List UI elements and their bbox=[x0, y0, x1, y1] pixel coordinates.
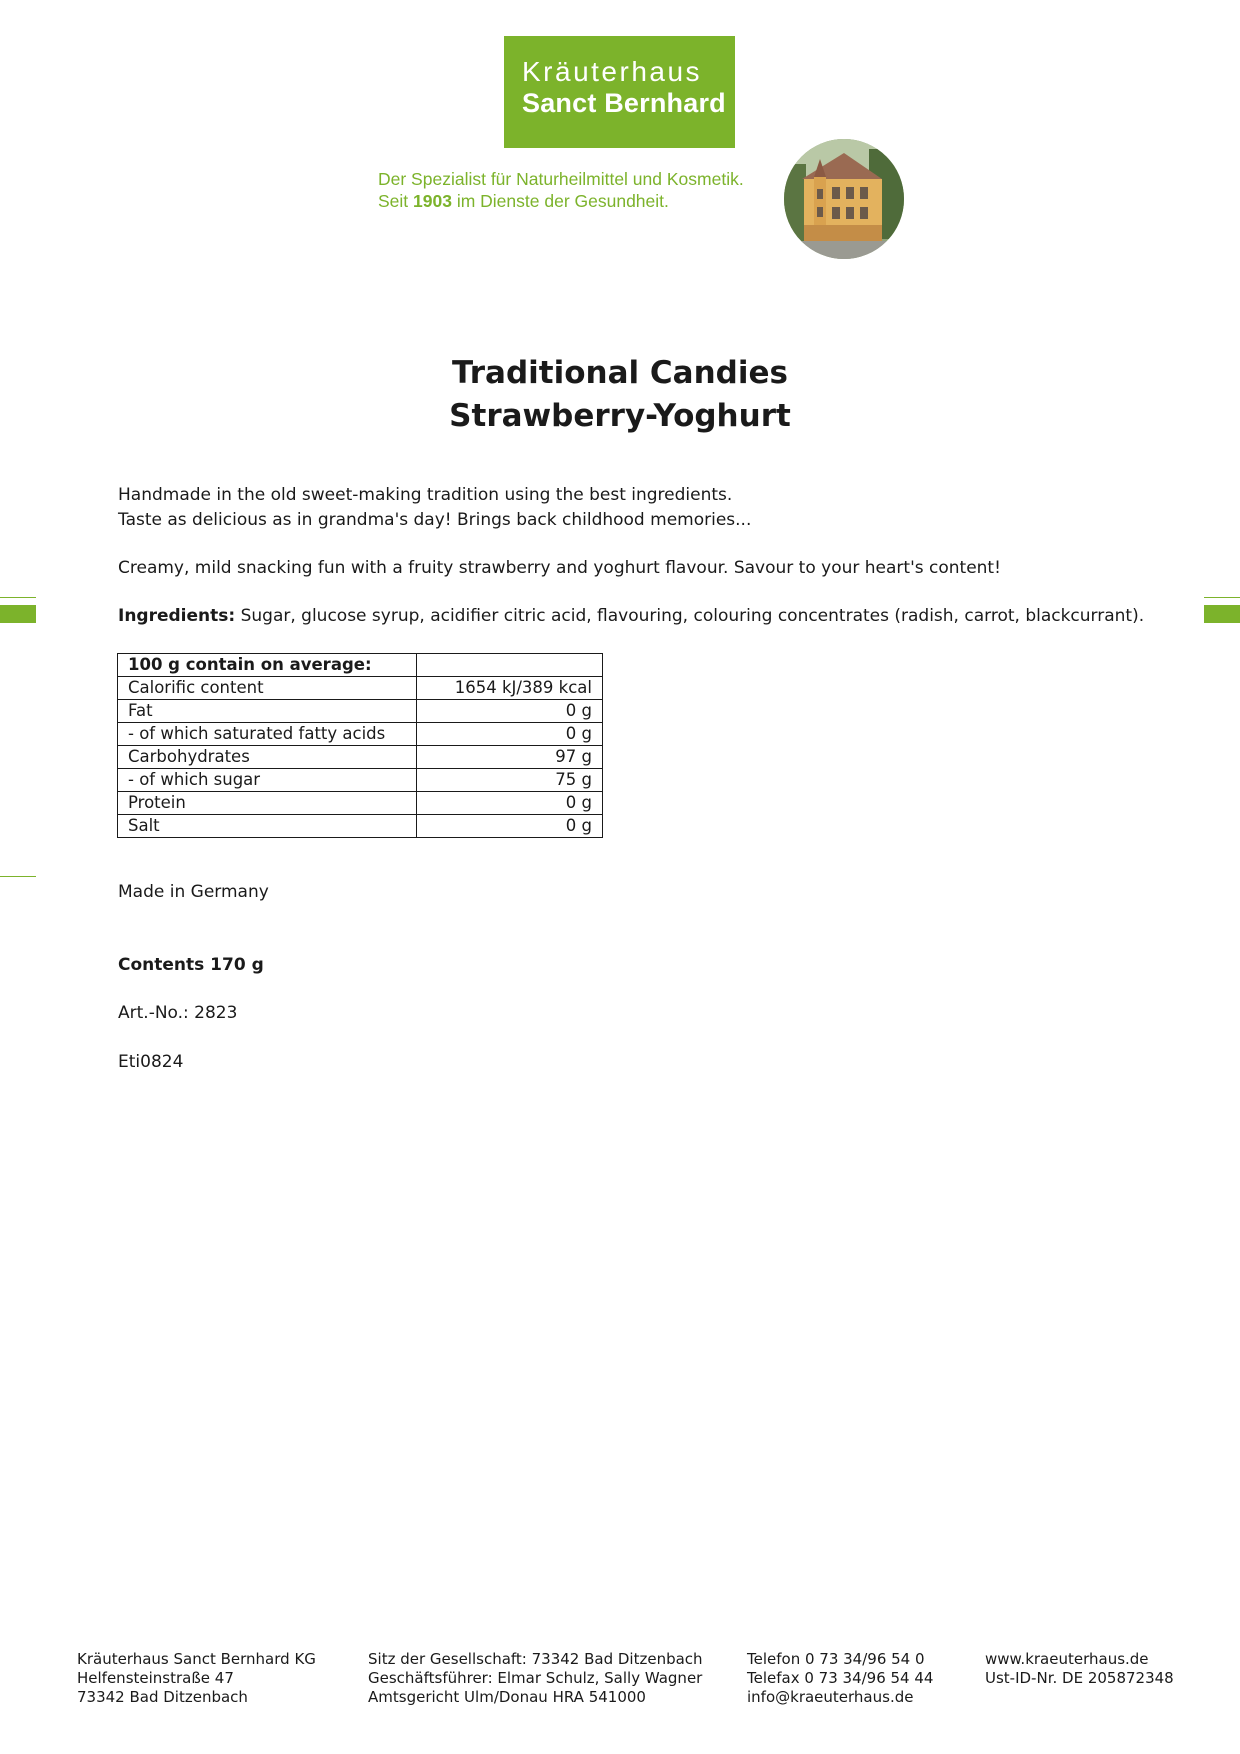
footer-line: Telefon 0 73 34/96 54 0 bbox=[747, 1650, 925, 1668]
footer-line: info@kraeuterhaus.de bbox=[747, 1688, 914, 1706]
label-code: Eti0824 bbox=[118, 1052, 184, 1072]
logo-line-1: Kräuterhaus bbox=[522, 56, 703, 87]
article-number: Art.-No.: 2823 bbox=[118, 1003, 238, 1023]
footer-web bbox=[985, 1650, 1174, 1688]
description-text: Creamy, mild snacking fun with a fruity strawberry and yoghurt flavour. Savour to your heart's content! bbox=[118, 558, 1001, 578]
table-row bbox=[118, 723, 603, 746]
nutrient-value: 0 g bbox=[417, 700, 603, 723]
footer-line: Telefax 0 73 34/96 54 44 bbox=[747, 1669, 934, 1687]
table-row bbox=[118, 769, 603, 792]
footer-line: Helfensteinstraße 47 bbox=[77, 1669, 234, 1687]
nutrient-value: 1654 kJ/389 kcal bbox=[417, 677, 603, 700]
footer-contact bbox=[747, 1650, 933, 1707]
building-photo bbox=[784, 139, 904, 259]
table-row bbox=[118, 815, 603, 838]
product-title bbox=[0, 352, 1240, 438]
nutrient-value: 0 g bbox=[417, 792, 603, 815]
intro-text bbox=[118, 483, 751, 533]
footer-legal bbox=[368, 1650, 703, 1707]
nutrient-value: 97 g bbox=[417, 746, 603, 769]
nutrient-label: Fat bbox=[118, 700, 417, 723]
footer-line: Kräuterhaus Sanct Bernhard KG bbox=[77, 1650, 316, 1668]
nutrient-value: 0 g bbox=[417, 723, 603, 746]
nutrient-label: Carbohydrates bbox=[118, 746, 417, 769]
nutrient-value: 75 g bbox=[417, 769, 603, 792]
margin-mark-left bbox=[0, 605, 36, 623]
footer-line: Geschäftsführer: Elmar Schulz, Sally Wagner bbox=[368, 1669, 703, 1687]
tagline-suffix: im Dienste der Gesundheit. bbox=[451, 191, 669, 211]
ingredients-text bbox=[118, 604, 1144, 629]
intro-line-2: Taste as delicious as in grandma's day! Brings back childhood memories... bbox=[118, 510, 752, 530]
tagline bbox=[378, 168, 744, 212]
nutrition-header: 100 g contain on average: bbox=[118, 654, 417, 677]
title-line-2: Strawberry-Yoghurt bbox=[449, 398, 791, 434]
footer-line: 73342 Bad Ditzenbach bbox=[77, 1688, 248, 1706]
nutrient-label: Salt bbox=[118, 815, 417, 838]
nutrient-label: Protein bbox=[118, 792, 417, 815]
nutrition-table bbox=[117, 653, 603, 838]
contents-text: Contents 170 g bbox=[118, 955, 264, 975]
nutrient-value: 0 g bbox=[417, 815, 603, 838]
nutrition-header-empty bbox=[417, 654, 603, 677]
footer-line: Ust-ID-Nr. DE 205872348 bbox=[985, 1669, 1174, 1687]
footer-line: Sitz der Gesellschaft: 73342 Bad Ditzenbach bbox=[368, 1650, 703, 1668]
logo-line-2: Sanct Bernhard bbox=[522, 88, 726, 118]
footer-company bbox=[77, 1650, 316, 1707]
tagline-prefix: Seit bbox=[378, 191, 414, 211]
table-row bbox=[118, 700, 603, 723]
ingredients-list: Sugar, glucose syrup, acidifier citric acid, flavouring, colouring concentrates (radish, carrot, blackcurrant). bbox=[235, 606, 1145, 626]
table-row bbox=[118, 677, 603, 700]
origin-text: Made in Germany bbox=[118, 882, 269, 902]
ingredients-label: Ingredients: bbox=[118, 606, 236, 626]
footer-line: www.kraeuterhaus.de bbox=[985, 1650, 1149, 1668]
tagline-line-1: Der Spezialist für Naturheilmittel und Kosmetik. bbox=[378, 169, 744, 189]
margin-rule-left-top bbox=[0, 597, 36, 598]
brand-logo bbox=[504, 36, 735, 148]
margin-mark-right bbox=[1204, 605, 1240, 623]
table-row bbox=[118, 654, 603, 677]
table-row bbox=[118, 792, 603, 815]
title-line-1: Traditional Candies bbox=[452, 355, 788, 391]
intro-line-1: Handmade in the old sweet-making tradition using the best ingredients. bbox=[118, 485, 733, 505]
footer-line: Amtsgericht Ulm/Donau HRA 541000 bbox=[368, 1688, 646, 1706]
nutrient-label: Calorific content bbox=[118, 677, 417, 700]
tagline-line-2 bbox=[378, 190, 744, 212]
nutrient-label: - of which saturated fatty acids bbox=[118, 723, 417, 746]
nutrient-label: - of which sugar bbox=[118, 769, 417, 792]
tagline-year: 1903 bbox=[413, 191, 452, 211]
margin-rule-right-top bbox=[1204, 597, 1240, 598]
margin-rule-left-bottom bbox=[0, 876, 36, 877]
table-row bbox=[118, 746, 603, 769]
